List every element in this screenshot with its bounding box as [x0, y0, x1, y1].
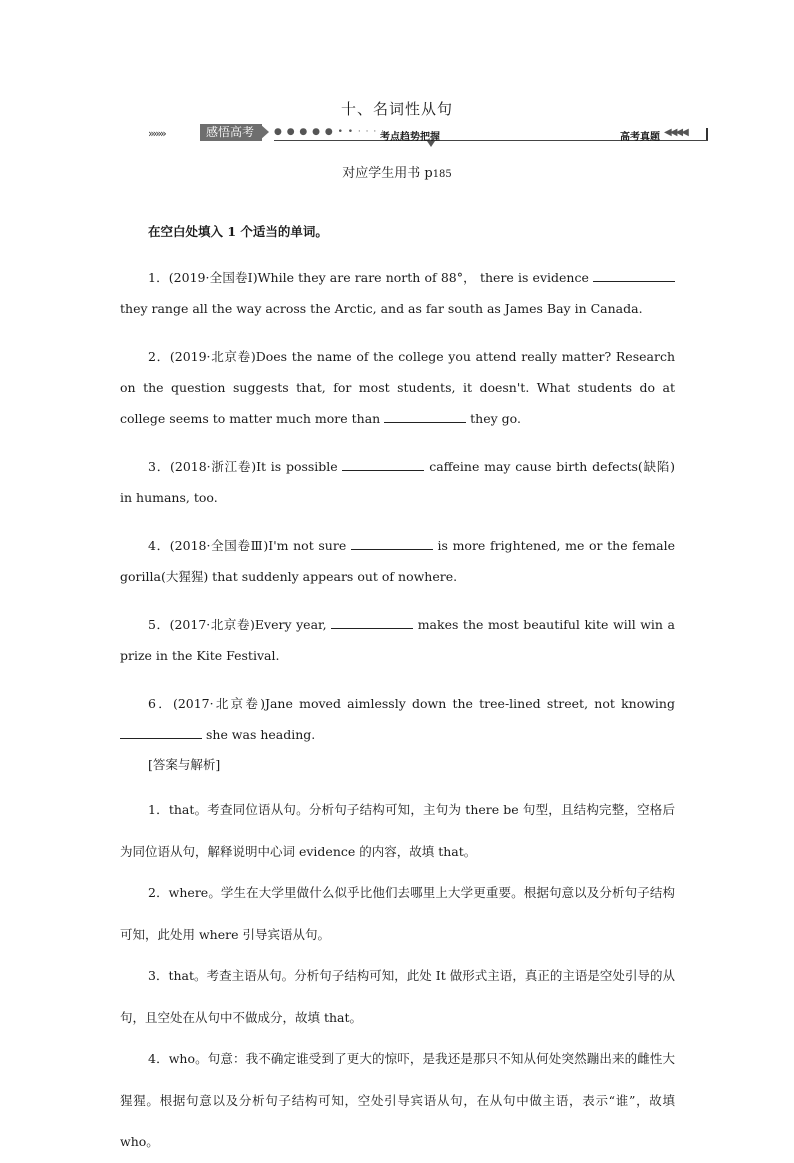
page-reference-number: 185: [432, 169, 452, 180]
chevron-left-icon: ◀◀◀◀: [664, 127, 687, 138]
question-item: [120, 451, 675, 513]
question-item: [120, 688, 675, 750]
question-text: caffeine may cause birth defects(缺陷) in humans, too.: [120, 459, 675, 505]
page-reference-text: 对应学生用书 p: [342, 166, 433, 181]
answer-blank: [342, 458, 424, 471]
section-banner: [148, 124, 710, 146]
exercise-content: [120, 222, 675, 1163]
dots-decoration-icon: ● ● ● ● ● • • · · · ·: [274, 127, 385, 137]
question-text: 1．(2019·全国卷Ⅰ)While they are rare north of 88°， there is evidence: [148, 270, 593, 285]
question-text: they go.: [466, 411, 521, 426]
answer-blank: [351, 537, 433, 550]
question-item: [120, 609, 675, 671]
page-reference: [0, 162, 794, 181]
question-text: 4．(2018·全国卷Ⅲ)I'm not sure: [148, 538, 351, 553]
arrow-tip-icon: [260, 124, 269, 140]
chevron-right-icon: ›››››››: [148, 127, 165, 140]
answer-heading: [答案与解析]: [148, 757, 221, 772]
banner-tag: 感悟高考: [200, 124, 262, 141]
question-text: 2．(2019·北京卷)Does the name of the college you attend really matter? Research on the question suggests that, for most students, it doesn't. What students do at college seems to matter much more than: [120, 349, 675, 426]
answer-blank: [331, 616, 413, 629]
question-text: 3．(2018·浙江卷)It is possible: [148, 459, 343, 474]
question-text: 6．(2017·北京卷)Jane moved aimlessly down the tree-lined street, not knowing: [148, 696, 675, 711]
question-text: 5．(2017·北京卷)Every year,: [148, 617, 332, 632]
answer-item: 1．that。考查同位语从句。分析句子结构可知，主句为 there be 句型，且结构完整，空格后为同位语从句，解释说明中心词 evidence 的内容，故填 that。: [120, 802, 675, 859]
answer-blank: [120, 726, 202, 739]
answer-item: 3．that。考查主语从句。分析句子结构可知，此处 It 做形式主语，真正的主语是空处引导的从句，且空处在从句中不做成分，故填 that。: [120, 968, 675, 1025]
section-title: 十、名词性从句: [340, 100, 453, 118]
answer-blank: [384, 410, 466, 423]
banner-end-bar: [706, 128, 708, 140]
banner-right-label: 高考真题: [620, 132, 660, 143]
answer-item: 4．who。句意：我不确定谁受到了更大的惊吓，是我还是那只不知从何处突然蹦出来的雌性大猩猩。根据句意以及分析句子结构可知，空处引导宾语从句，在从句中做主语，表示“谁”，故填 who。: [120, 1051, 675, 1149]
question-item: [120, 262, 675, 324]
question-item: [120, 530, 675, 592]
answer-blank: [593, 269, 675, 282]
triangle-down-icon: [427, 141, 435, 147]
question-text: is more frightened, me or the female gorilla(大猩猩) that suddenly appears out of nowhere.: [120, 538, 675, 584]
question-text: they range all the way across the Arctic, and as far south as James Bay in Canada.: [120, 301, 643, 316]
banner-center-label: 考点趋势把握: [380, 132, 440, 143]
question-text: makes the most beautiful kite will win a prize in the Kite Festival.: [120, 617, 675, 663]
question-text: she was heading.: [202, 727, 316, 742]
answer-item: 2．where。学生在大学里做什么似乎比他们去哪里上大学更重要。根据句意以及分析句子结构可知，此处用 where 引导宾语从句。: [120, 885, 675, 942]
instruction: 在空白处填入 1 个适当的单词。: [148, 224, 328, 239]
question-item: [120, 341, 675, 434]
